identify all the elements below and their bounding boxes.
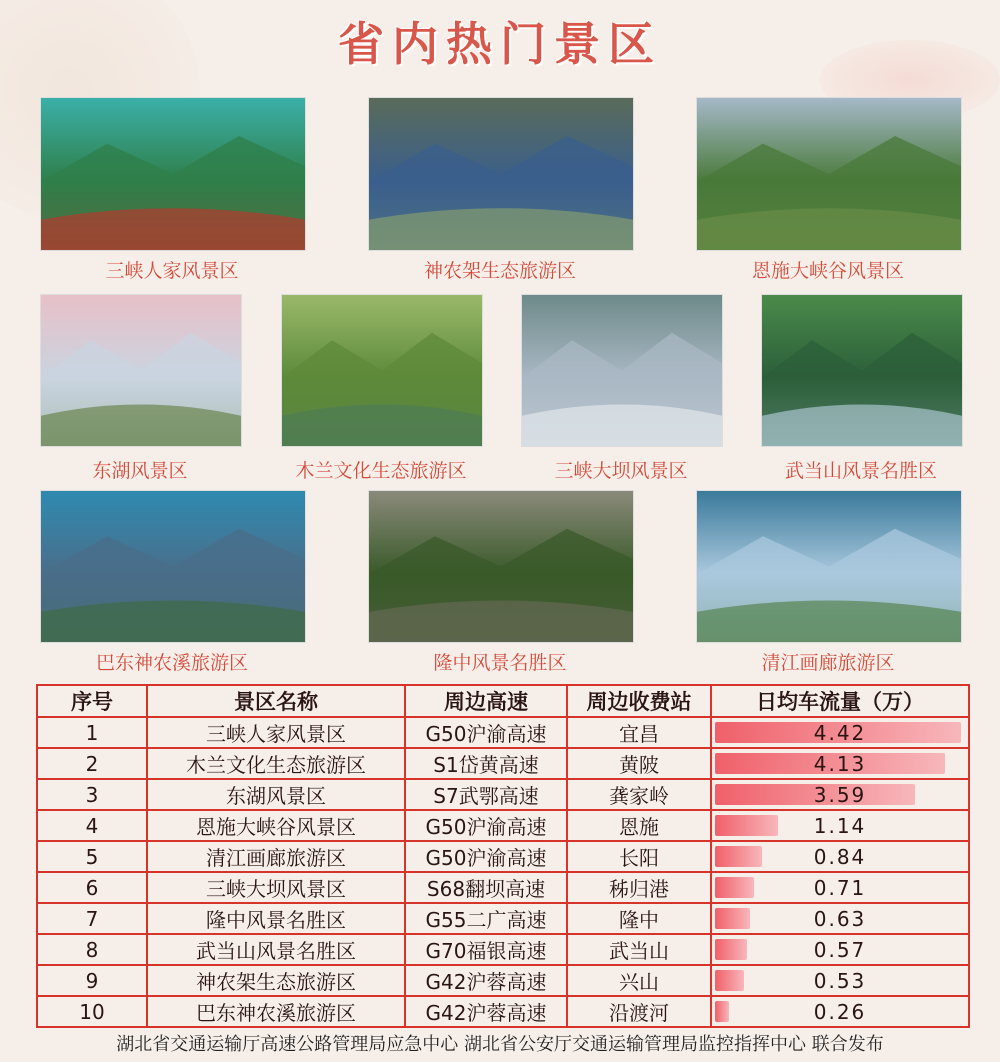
- flow-bar: [715, 939, 747, 960]
- table-row: [37, 996, 969, 1027]
- scenic-photo: [521, 294, 723, 447]
- header-highway: 周边高速: [405, 685, 567, 717]
- cell-no: 9: [37, 965, 147, 996]
- flow-value: 4.42: [813, 720, 867, 745]
- flow-value: 0.84: [813, 844, 867, 869]
- cell-toll-station: 长阳: [567, 841, 711, 872]
- traffic-flow-table: [36, 684, 970, 1028]
- cell-no: 6: [37, 872, 147, 903]
- flow-value: 3.59: [813, 782, 867, 807]
- cell-spot-name: 神农架生态旅游区: [147, 965, 405, 996]
- cell-toll-station: 宜昌: [567, 717, 711, 748]
- scenic-photo: [40, 490, 306, 643]
- cell-no: 4: [37, 810, 147, 841]
- cell-toll-station: 沿渡河: [567, 996, 711, 1027]
- scenic-caption: 东湖风景区: [92, 460, 188, 482]
- scenic-photo: [696, 490, 962, 643]
- cell-toll-station: 秭归港: [567, 872, 711, 903]
- cell-spot-name: 武当山风景名胜区: [147, 934, 405, 965]
- cell-toll-station: 隆中: [567, 903, 711, 934]
- cell-daily-flow: [711, 748, 969, 779]
- cell-toll-station: 龚家岭: [567, 779, 711, 810]
- cell-highway: G50沪渝高速: [405, 717, 567, 748]
- scenic-photo: [368, 97, 634, 251]
- header-toll-station: 周边收费站: [567, 685, 711, 717]
- flow-value: 0.53: [813, 968, 867, 993]
- scenic-caption: 恩施大峡谷风景区: [751, 260, 904, 282]
- cell-toll-station: 黄陂: [567, 748, 711, 779]
- table-row: [37, 903, 969, 934]
- scenic-photo: [696, 97, 962, 251]
- cell-spot-name: 三峡人家风景区: [147, 717, 405, 748]
- flow-bar: [715, 908, 750, 929]
- cell-no: 1: [37, 717, 147, 748]
- table-row: [37, 748, 969, 779]
- scenic-caption: 三峡人家风景区: [105, 260, 239, 282]
- cell-no: 8: [37, 934, 147, 965]
- scenic-caption: 巴东神农溪旅游区: [95, 652, 248, 674]
- scenic-caption: 武当山风景名胜区: [784, 460, 937, 482]
- header-daily-flow: 日均车流量（万）: [711, 685, 969, 717]
- cell-no: 3: [37, 779, 147, 810]
- cell-highway: G42沪蓉高速: [405, 965, 567, 996]
- flow-bar: [715, 815, 778, 836]
- cell-highway: G55二广高速: [405, 903, 567, 934]
- cell-no: 5: [37, 841, 147, 872]
- cell-daily-flow: [711, 779, 969, 810]
- cell-highway: G50沪渝高速: [405, 810, 567, 841]
- cell-highway: G42沪蓉高速: [405, 996, 567, 1027]
- header-no: 序号: [37, 685, 147, 717]
- scenic-caption: 木兰文化生态旅游区: [295, 460, 467, 482]
- cell-daily-flow: [711, 934, 969, 965]
- table-row: [37, 872, 969, 903]
- table-row: [37, 810, 969, 841]
- scenic-caption: 隆中风景名胜区: [433, 652, 567, 674]
- flow-value: 0.26: [813, 999, 867, 1024]
- flow-bar: [715, 846, 762, 867]
- scenic-photo: [281, 294, 483, 447]
- cell-daily-flow: [711, 903, 969, 934]
- cell-daily-flow: [711, 810, 969, 841]
- flow-bar: [715, 1001, 729, 1022]
- cell-spot-name: 木兰文化生态旅游区: [147, 748, 405, 779]
- flow-bar: [715, 970, 744, 991]
- table-row: [37, 965, 969, 996]
- page-title: 省内热门景区: [338, 17, 662, 71]
- cell-no: 7: [37, 903, 147, 934]
- flow-bar: [715, 877, 754, 898]
- cell-daily-flow: [711, 717, 969, 748]
- table-row: [37, 779, 969, 810]
- cell-highway: G70福银高速: [405, 934, 567, 965]
- cell-spot-name: 巴东神农溪旅游区: [147, 996, 405, 1027]
- table-row: [37, 934, 969, 965]
- flow-value: 4.13: [813, 751, 867, 776]
- cell-highway: S7武鄂高速: [405, 779, 567, 810]
- scenic-caption: 清江画廊旅游区: [761, 652, 895, 674]
- scenic-caption: 神农架生态旅游区: [423, 260, 576, 282]
- scenic-photo: [40, 97, 306, 251]
- cell-spot-name: 三峡大坝风景区: [147, 872, 405, 903]
- scenic-photo: [368, 490, 634, 643]
- cell-daily-flow: [711, 872, 969, 903]
- cell-no: 2: [37, 748, 147, 779]
- scenic-photo: [761, 294, 963, 447]
- scenic-photo: [40, 294, 242, 447]
- cell-spot-name: 东湖风景区: [147, 779, 405, 810]
- flow-value: 0.57: [813, 937, 867, 962]
- table-row: [37, 841, 969, 872]
- header-spot-name: 景区名称: [147, 685, 405, 717]
- cell-spot-name: 清江画廊旅游区: [147, 841, 405, 872]
- cell-daily-flow: [711, 996, 969, 1027]
- cell-spot-name: 隆中风景名胜区: [147, 903, 405, 934]
- flow-value: 0.63: [813, 906, 867, 931]
- footer-publisher: 湖北省交通运输厅高速公路管理局应急中心 湖北省公安厅交通运输管理局监控指挥中心 联合发布: [116, 1034, 884, 1055]
- cell-highway: G50沪渝高速: [405, 841, 567, 872]
- cell-spot-name: 恩施大峡谷风景区: [147, 810, 405, 841]
- cell-highway: S1岱黄高速: [405, 748, 567, 779]
- flow-value: 1.14: [813, 813, 867, 838]
- cell-highway: S68翻坝高速: [405, 872, 567, 903]
- cell-no: 10: [37, 996, 147, 1027]
- table-row: [37, 717, 969, 748]
- cell-toll-station: 恩施: [567, 810, 711, 841]
- table-header-row: [37, 685, 969, 717]
- cell-daily-flow: [711, 841, 969, 872]
- flow-value: 0.71: [813, 875, 867, 900]
- scenic-caption: 三峡大坝风景区: [554, 460, 688, 482]
- cell-daily-flow: [711, 965, 969, 996]
- cell-toll-station: 武当山: [567, 934, 711, 965]
- cell-toll-station: 兴山: [567, 965, 711, 996]
